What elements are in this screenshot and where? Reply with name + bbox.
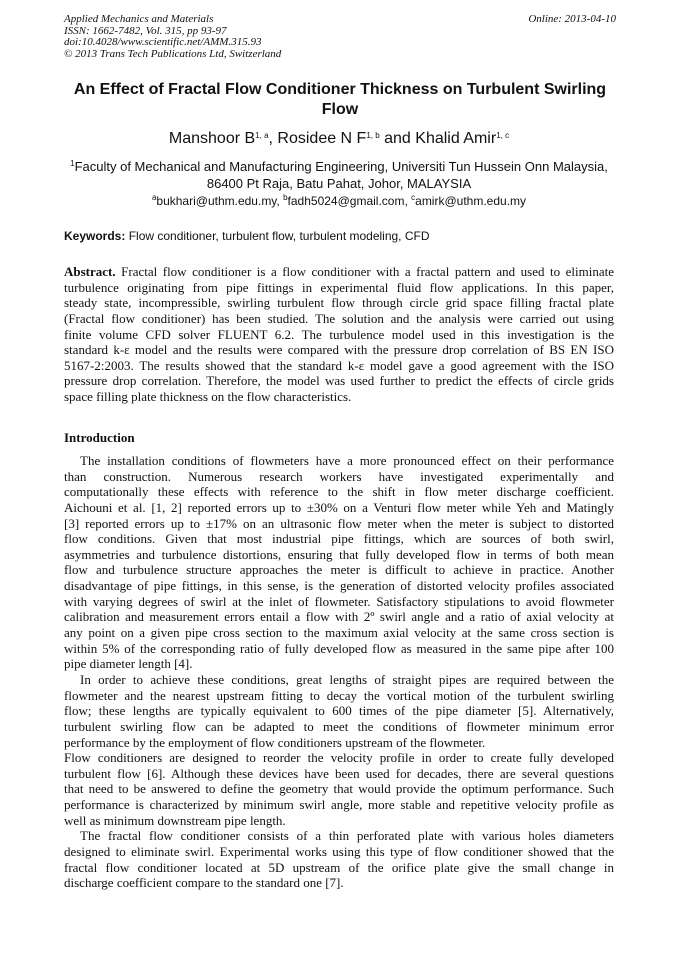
abstract: [64, 264, 614, 405]
paragraph-line: performance by the employment of flow conditioners upstream of the flowmeter.: [64, 734, 486, 750]
paragraph-line: Flow conditioners are designed to reorder the velocity profile in order to create fully developed: [64, 750, 614, 766]
title-line: Flow: [321, 101, 359, 118]
affiliation-sup: 1: [70, 159, 75, 168]
section-heading: Introduction: [64, 430, 135, 445]
separator: ,: [276, 194, 284, 208]
paragraph-line: In order to achieve these conditions, great lengths of straight pipes are required between the: [80, 671, 614, 687]
paragraph-line: disadvantage of pipe fittings, in this sense, is the generation of distorted velocity profiles associated: [64, 578, 614, 594]
abstract-line: turbulence originating from pipe fittings in experimental fluid flow applications. In this paper,: [64, 279, 614, 295]
affiliation-line: Faculty of Mechanical and Manufacturing Engineering, Universiti Tun Hussein Onn Malaysia,: [74, 159, 608, 174]
paragraph-line: performance is characterized by minimum swirl angle, more stable and repetitive velocity profile as: [64, 797, 614, 813]
email-sup: c: [411, 193, 416, 202]
online-date: Online: 2013-04-10: [528, 13, 616, 25]
author-name: Khalid Amir: [415, 130, 497, 147]
paragraph-line: turbulent flow [6]. Although these devices have been used for decades, there are several questions: [64, 765, 614, 781]
author-sup: 1, c: [496, 131, 510, 140]
doi: doi:10.4028/www.scientific.net/AMM.315.93: [64, 36, 262, 49]
paragraph-line: designed to eliminate swirl. Experimental works using this type of flow conditioner showed that the: [64, 844, 614, 860]
keywords-text: Flow conditioner, turbulent flow, turbulent modeling, CFD: [125, 229, 430, 243]
abstract-text: Fractal flow conditioner is a flow conditioner with a fractal pattern and used to eliminate: [115, 264, 614, 279]
email[interactable]: amirk@uthm.edu.my: [415, 194, 527, 208]
abstract-line: finite volume CFD solver FLUENT 6.2. The turbulence model used in this investigation is the: [64, 326, 614, 342]
journal-header: [64, 14, 616, 60]
paragraph-line: than construction. Numerous research workers have investigated experimentally and: [64, 468, 614, 484]
email-sup: b: [283, 193, 288, 202]
abstract-line: steady state, incompressible, swirling turbulent flow through circle grid space filling fractal plate: [64, 295, 614, 311]
paragraph-line: flow and turbulence structure approaches the meter is difficult to achieve in practice. Another: [64, 562, 614, 578]
author-sup: 1, a: [255, 131, 269, 140]
abstract-line: (Fractal flow conditioner) has been studied. The solution and the analysis were carried out using: [64, 310, 614, 326]
journal-name: Applied Mechanics and Materials: [64, 13, 214, 25]
paragraph-line: that need to be answered to define the geometry that would provide the optimum performance. Such: [64, 781, 614, 797]
separator: and: [379, 130, 416, 147]
abstract-line: [64, 264, 614, 280]
paragraph-line: pipe diameter length [4].: [64, 656, 193, 672]
email-sup: a: [151, 193, 157, 202]
email[interactable]: bukhari@uthm.edu.my: [156, 194, 277, 208]
author-name: Rosidee N F: [277, 130, 367, 147]
separator: ,: [268, 130, 278, 147]
paragraph-line: flow conditions. Given that most industrial pipe fittings, which are sources of both swirl,: [64, 531, 614, 547]
paragraph-line: with varying degrees of swirl at the inlet of flowmeter. Satisfactory stipulations to avoid flowmeter: [64, 593, 614, 609]
paragraph-line: flowmeter and the nearest upstream fitting to decay the vortical motion of the turbulent swirling: [64, 687, 614, 703]
title-line: An Effect of Fractal Flow Conditioner Thickness on Turbulent Swirling: [73, 81, 607, 98]
keywords: [64, 229, 430, 243]
author-sup: 1, b: [366, 131, 380, 140]
copyright: © 2013 Trans Tech Publications Ltd, Switzerland: [64, 47, 282, 60]
author-list: [0, 130, 678, 148]
email-list: [0, 193, 678, 208]
paragraph-line: Aichouni et al. [1, 2] reported errors up to ±30% on a Venturi flow meter while Yeh and Matingly: [64, 499, 614, 515]
affiliation-line: 86400 Pt Raja, Batu Pahat, Johor, MALAYSIA: [206, 176, 472, 191]
paragraph-line: flow; these lengths are typically equivalent to 600 times of the pipe diameter [5]. Alternatively,: [64, 703, 614, 719]
paragraph-line: [3] reported errors up to ±17% on an ultrasonic flow meter when the meter is subject to distorted: [64, 515, 614, 531]
abstract-label: Abstract.: [64, 264, 116, 279]
issn: ISSN: 1662-7482, Vol. 315, pp 93-97: [64, 24, 227, 37]
paragraph-line: turbulent swirling flow can be adapted to meet the conditions of flowmeter minimum error: [64, 718, 614, 734]
paragraph-line: fractal flow conditioner located at 5D upstream of the orifice plate give the small change in: [64, 859, 614, 875]
affiliation: [0, 155, 678, 192]
separator: ,: [404, 194, 412, 208]
paragraph-line: within 5% of the corresponding ratio of fully developed flow as measured in the same pipe after 100: [64, 640, 614, 656]
introduction-body: [64, 453, 614, 891]
paragraph-line: any point on a given pipe cross section to the maximum axial velocity at the same cross section is: [64, 625, 614, 641]
paragraph-line: asymmetries and turbulence distortions, ensuring that fully developed flow in terms of both mean: [64, 546, 614, 562]
paragraph-line: discharge coefficient compare to the standard one [7].: [64, 875, 344, 891]
email[interactable]: fadh5024@gmail.com: [287, 194, 405, 208]
paper-title: [40, 80, 640, 120]
abstract-line: space filling plate thickness on the flow characteristics.: [64, 389, 352, 405]
keywords-label: Keywords:: [64, 229, 126, 243]
paragraph-line: well as minimum downstream pipe length.: [64, 812, 286, 828]
paragraph-line: computationally these effects with reference to the shift in flow meter discharge coefficient.: [64, 484, 614, 500]
abstract-line: 5167-2:2003. The results showed that the standard k-ε model gave a good agreement with the ISO: [64, 357, 614, 373]
paragraph-line: The installation conditions of flowmeters have a more pronounced effect on their performance: [80, 453, 614, 468]
paragraph-line: calibration and measurement errors entail a flow with 2º swirl angle and a ratio of axial velocity at: [64, 609, 614, 625]
paragraph-line: The fractal flow conditioner consists of a thin perforated plate with various holes diameters: [80, 828, 614, 844]
abstract-line: pressure drop correlation. Therefore, the model was used further to predict the effects of circle grids: [64, 373, 614, 389]
author-name: Manshoor B: [168, 130, 256, 147]
abstract-line: standard k-ε model and the results were compared with the pressure drop correlation of BS EN ISO: [64, 342, 614, 358]
